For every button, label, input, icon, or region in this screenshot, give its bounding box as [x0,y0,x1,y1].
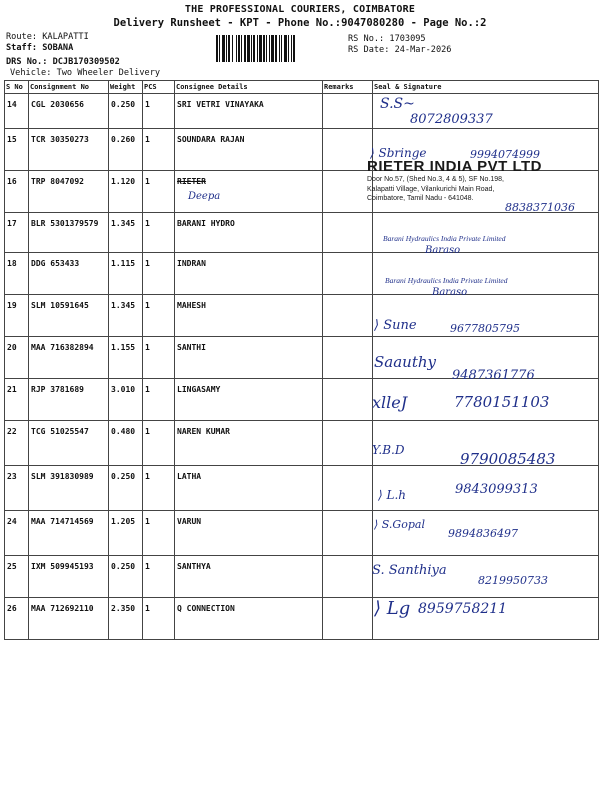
row-pcs: 1 [143,253,175,295]
row-sno: 17 [5,213,29,253]
signature-row15: ⟩ Sbringe [370,146,427,160]
row-remarks [323,213,373,253]
table-row [5,94,599,129]
rs-date: RS Date: 24-Mar-2026 [348,45,452,55]
handwritten-phone-row21: 7780151103 [454,393,550,411]
row-consignee: Q CONNECTION [175,598,323,640]
row-pcs: 1 [143,598,175,640]
row-remarks [323,171,373,213]
row-weight: 1.115 [109,253,143,295]
col-sno: S No [5,81,29,94]
signature-row19: ⟩ Sune [374,318,417,333]
row-weight: 1.345 [109,213,143,253]
row-consignee: LINGASAMY [175,379,323,421]
row-weight: 1.205 [109,511,143,556]
row-consignment-no: SLM 10591645 [29,295,109,337]
signature-row20: Saauthy [374,353,436,371]
stamp-address-1: Door No.57, (Shed No.3, 4 & 5), SF No.198, [367,176,504,183]
rs-number: RS No.: 1703095 [348,34,426,44]
row-sno: 25 [5,556,29,598]
signature-row26: ⟩ Lg [374,598,411,619]
handwritten-phone-row24: 9894836497 [448,527,518,540]
row-sno: 19 [5,295,29,337]
row-remarks [323,337,373,379]
handwritten-phone-row14: 8072809337 [410,112,493,127]
handwritten-phone-row19: 9677805795 [450,322,520,335]
row-remarks [323,466,373,511]
col-consignment: Consignment No [29,81,109,94]
row-pcs: 1 [143,466,175,511]
col-pcs: PCS [143,81,175,94]
signature-row22: Y.B.D [372,443,405,457]
row-weight: 3.010 [109,379,143,421]
row-weight: 1.155 [109,337,143,379]
row-remarks [323,129,373,171]
row-seal-signature [373,253,599,295]
row-remarks [323,253,373,295]
row-consignee: MAHESH [175,295,323,337]
row-pcs: 1 [143,171,175,213]
signature-row14: S.S~ [380,96,415,112]
row-weight: 0.480 [109,421,143,466]
row-weight: 1.120 [109,171,143,213]
row-consignment-no: IXM 509945193 [29,556,109,598]
row-remarks [323,511,373,556]
col-consignee: Consignee Details [175,81,323,94]
signature-row21: xlleJ [372,393,408,412]
stamp-address-3: Coimbatore, Tamil Nadu - 641048. [367,195,474,202]
drs-number: DRS No.: DCJB170309502 [6,57,120,67]
col-seal-signature: Seal & Signature [373,81,599,94]
stamp-company-name: RIETER INDIA PVT LTD [367,158,542,175]
row-sno: 16 [5,171,29,213]
row-pcs: 1 [143,94,175,129]
row-consignment-no: DDG 653433 [29,253,109,295]
row-consignee: SRI VETRI VINAYAKA [175,94,323,129]
signature-row23: ⟩ L.h [378,488,407,502]
col-remarks: Remarks [323,81,373,94]
row-sno: 24 [5,511,29,556]
row-sno: 14 [5,94,29,129]
row-pcs: 1 [143,511,175,556]
row-sno: 21 [5,379,29,421]
handwritten-phone-row25: 8219950733 [478,574,548,587]
row-consignment-no: MAA 716382894 [29,337,109,379]
row-pcs: 1 [143,556,175,598]
row-weight: 0.250 [109,556,143,598]
row-weight: 0.250 [109,466,143,511]
staff-label: Staff: SOBANA [6,43,74,53]
signature-row17: Baraso [425,245,461,256]
handwritten-phone-row20: 9487361776 [452,368,535,383]
handwritten-name-row16: Deepa [188,191,221,202]
handwritten-name-row25: S. Santhiya [372,563,447,578]
row-consignee: LATHA [175,466,323,511]
row-remarks [323,421,373,466]
row-consignee: SOUNDARA RAJAN [175,129,323,171]
handwritten-phone-row23: 9843099313 [455,482,538,497]
row-consignment-no: TCR 30350273 [29,129,109,171]
row-consignee: SANTHYA [175,556,323,598]
row-sno: 15 [5,129,29,171]
row-pcs: 1 [143,337,175,379]
row-consignment-no: SLM 391830989 [29,466,109,511]
route-label: Route: KALAPATTI [6,32,89,42]
stamp-address-2: Kalapatti Village, Vilankurichi Main Road, [367,185,495,193]
row-consignment-no: BLR 5301379579 [29,213,109,253]
row-remarks [323,94,373,129]
row-remarks [323,379,373,421]
row-consignee: VARUN [175,511,323,556]
signature-row18: Baraso [432,287,468,298]
row-weight: 1.345 [109,295,143,337]
row-consignee: BARANI HYDRO [175,213,323,253]
row-weight: 0.260 [109,129,143,171]
row-remarks [323,556,373,598]
row-weight: 0.250 [109,94,143,129]
row-remarks [323,295,373,337]
handwritten-phone-row22: 9790085483 [460,450,556,468]
table-row [5,598,599,640]
row-pcs: 1 [143,129,175,171]
row-weight: 2.350 [109,598,143,640]
handwritten-phone-row16: 8838371036 [505,201,575,214]
handwritten-company-row17: Barani Hydraulics India Private Limited [383,234,506,243]
company-title: THE PROFESSIONAL COURIERS, COIMBATORE [184,4,416,15]
row-consignee: INDRAN [175,253,323,295]
row-seal-signature [373,213,599,253]
handwritten-phone-row26: 8959758211 [418,601,508,617]
table-row [5,253,599,295]
row-pcs: 1 [143,421,175,466]
row-pcs: 1 [143,213,175,253]
row-consignment-no: MAA 712692110 [29,598,109,640]
barcode [216,35,343,62]
row-consignee: RIETER [175,171,323,213]
row-pcs: 1 [143,295,175,337]
runsheet-title: Delivery Runsheet - KPT - Phone No.:9047080280 - Page No.:2 [113,17,487,29]
table-row [5,213,599,253]
signature-row24: ⟩ S.Gopal [374,518,425,531]
row-consignment-no: RJP 3781689 [29,379,109,421]
row-consignee: SANTHI [175,337,323,379]
row-remarks [323,598,373,640]
company-stamp [367,158,600,204]
row-consignee: NAREN KUMAR [175,421,323,466]
handwritten-company-row18: Barani Hydraulics India Private Limited [385,276,508,285]
row-consignment-no: TRP 8047092 [29,171,109,213]
col-weight: Weight [109,81,143,94]
row-sno: 20 [5,337,29,379]
row-consignment-no: MAA 714714569 [29,511,109,556]
row-consignment-no: TCG 51025547 [29,421,109,466]
table-header-row [5,81,599,94]
row-sno: 22 [5,421,29,466]
handwritten-phone-row15: 9994074999 [470,148,540,161]
row-sno: 18 [5,253,29,295]
row-pcs: 1 [143,379,175,421]
row-consignment-no: CGL 2030656 [29,94,109,129]
row-sno: 26 [5,598,29,640]
vehicle-label: Vehicle: Two Wheeler Delivery [10,68,161,78]
row-sno: 23 [5,466,29,511]
